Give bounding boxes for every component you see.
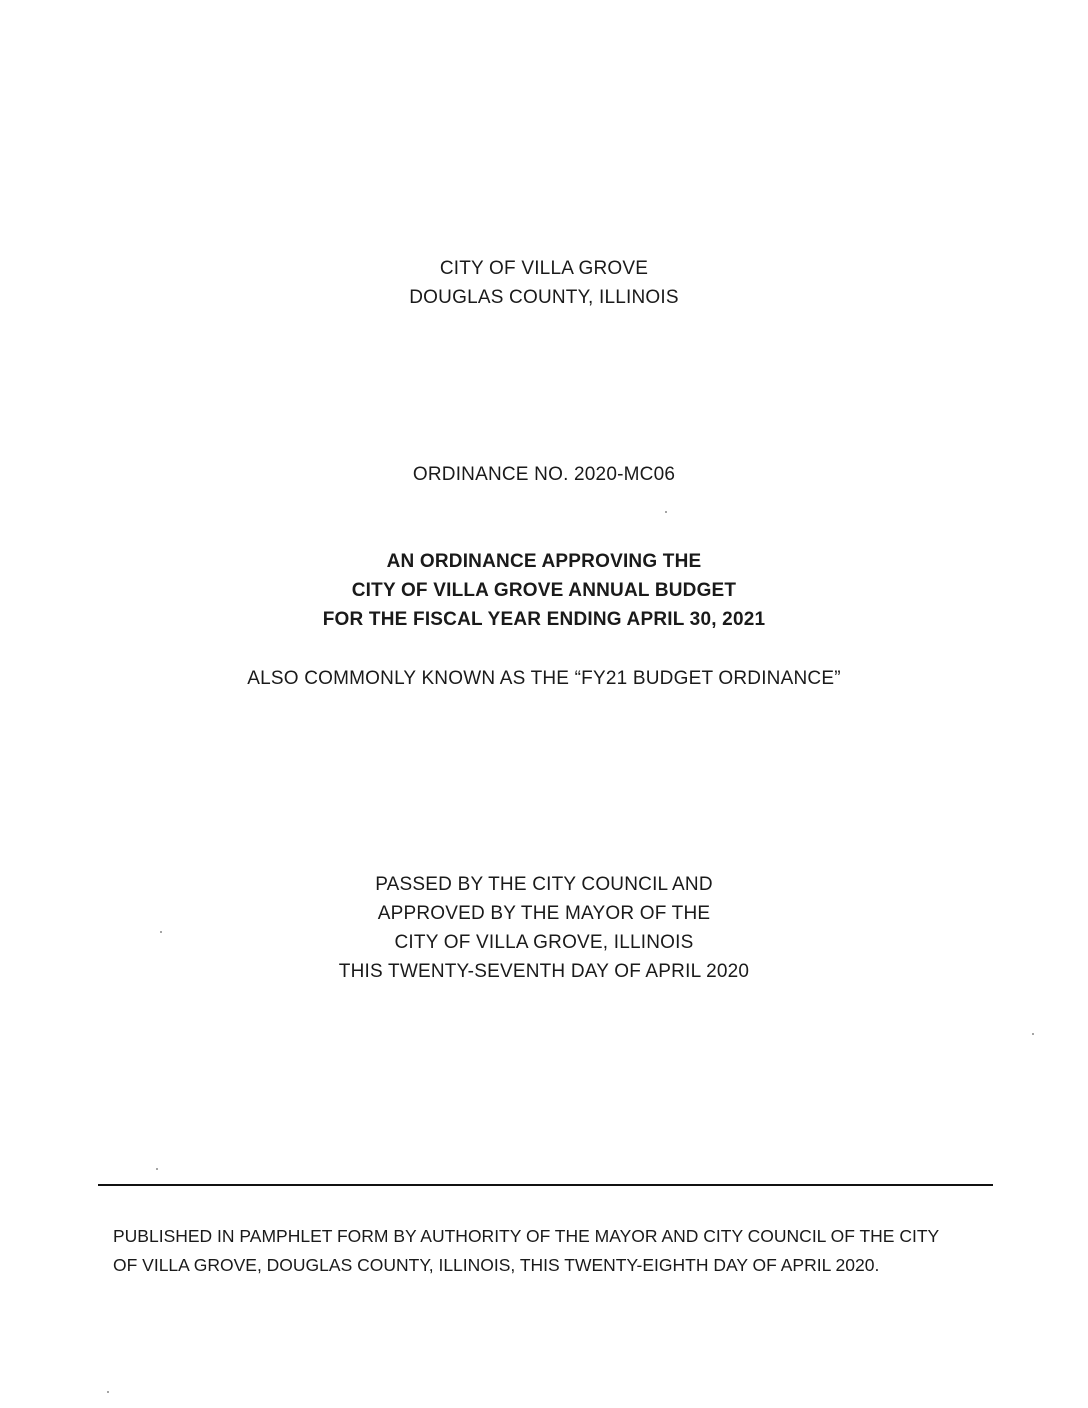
passage-line-1: PASSED BY THE CITY COUNCIL AND xyxy=(375,874,713,895)
publication-line-2: OF VILLA GROVE, DOUGLAS COUNTY, ILLINOIS, THIS TWENTY-EIGHTH DAY OF APRIL 2020. xyxy=(113,1255,880,1275)
city-name: CITY OF VILLA GROVE xyxy=(439,258,649,279)
scan-speck xyxy=(160,931,162,933)
also-known-as xyxy=(0,664,1088,693)
passage-line-4: THIS TWENTY-SEVENTH DAY OF APRIL 2020 xyxy=(338,961,750,982)
passage-line-3: CITY OF VILLA GROVE, ILLINOIS xyxy=(394,932,694,953)
ordinance-number-text: ORDINANCE NO. 2020-MC06 xyxy=(412,464,676,485)
scan-speck xyxy=(665,511,667,513)
county-state: DOUGLAS COUNTY, ILLINOIS xyxy=(409,287,679,308)
municipality-header xyxy=(0,254,1088,312)
horizontal-divider xyxy=(98,1184,993,1186)
also-known-as-text: ALSO COMMONLY KNOWN AS THE “FY21 BUDGET ORDINANCE” xyxy=(247,668,841,689)
publication-line-1: PUBLISHED IN PAMPHLET FORM BY AUTHORITY OF THE MAYOR AND CITY COUNCIL OF THE CITY xyxy=(113,1226,940,1246)
ordinance-title xyxy=(0,547,1088,634)
scan-speck xyxy=(156,1168,158,1170)
ordinance-number xyxy=(0,460,1088,489)
publication-statement xyxy=(113,1222,1003,1280)
scan-speck xyxy=(1032,1033,1034,1035)
title-line-1: AN ORDINANCE APPROVING THE xyxy=(386,551,702,572)
passage-line-2: APPROVED BY THE MAYOR OF THE xyxy=(377,903,711,924)
scan-speck xyxy=(107,1391,109,1393)
passage-statement xyxy=(0,870,1088,986)
title-line-3: FOR THE FISCAL YEAR ENDING APRIL 30, 2021 xyxy=(322,609,766,630)
title-line-2: CITY OF VILLA GROVE ANNUAL BUDGET xyxy=(351,580,737,601)
